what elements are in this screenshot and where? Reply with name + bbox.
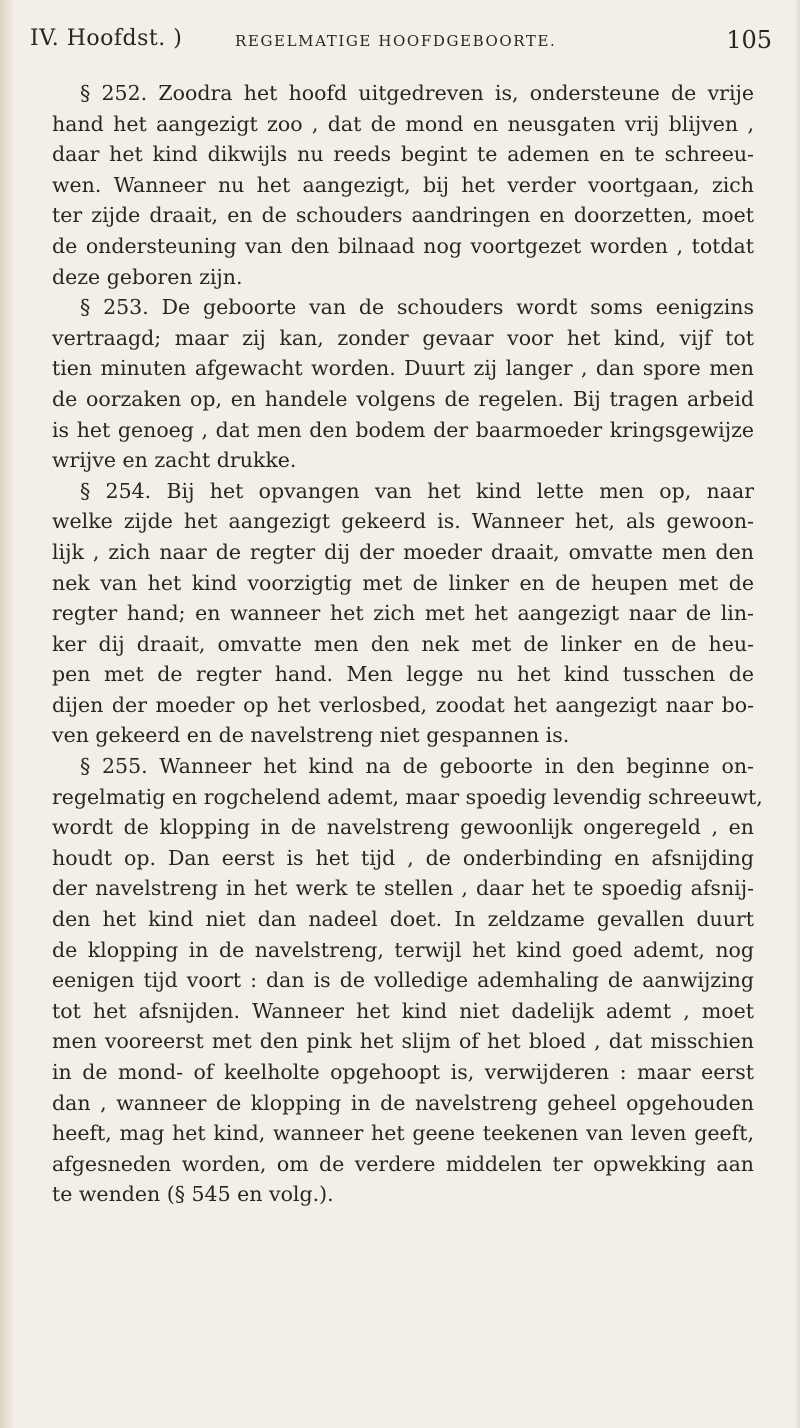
text-line: nek van het kind voorzigtig met de linker en de heupen met de bbox=[52, 570, 754, 595]
text-line: vertraagd; maar zij kan, zonder gevaar voor het kind, vijf tot bbox=[52, 325, 754, 350]
text-line: heeft, mag het kind, wanneer het geene teekenen van leven geeft, bbox=[52, 1121, 754, 1146]
page-edge-shadow-right bbox=[794, 0, 800, 1428]
text-line: hand het aangezigt zoo , dat de mond en neusgaten vrij blijven , bbox=[52, 111, 754, 136]
page-edge-shadow bbox=[0, 0, 14, 1428]
running-title: REGELMATIGE HOOFDGEBOORTE. bbox=[235, 32, 557, 50]
text-line: houdt op. Dan eerst is het tijd , de onderbinding en afsnijding bbox=[52, 845, 754, 870]
text-line: de oorzaken op, en handele volgens de regelen. Bij tragen arbeid bbox=[52, 386, 754, 411]
text-line: pen met de regter hand. Men legge nu het kind tusschen de bbox=[52, 662, 754, 687]
text-line: wen. Wanneer nu het aangezigt, bij het verder voortgaan, zich bbox=[52, 172, 754, 197]
paragraph bbox=[52, 751, 763, 1210]
text-line: § 254. Bij het opvangen van het kind lette men op, naar bbox=[80, 478, 754, 503]
text-line: deze geboren zijn. bbox=[52, 264, 243, 289]
text-line: regelmatig en rogchelend ademt, maar spoedig levendig schreeuwt, bbox=[52, 784, 763, 809]
text-line: § 255. Wanneer het kind na de geboorte in den beginne on- bbox=[80, 754, 754, 779]
text-line: welke zijde het aangezigt gekeerd is. Wanneer het, als gewoon- bbox=[52, 509, 754, 534]
text-line: § 253. De geboorte van de schouders wordt soms eenigzins bbox=[80, 295, 754, 320]
body-text bbox=[52, 78, 763, 1210]
paragraph bbox=[52, 78, 754, 292]
text-line: is het genoeg , dat men den bodem der baarmoeder kringsgewijze bbox=[52, 417, 754, 442]
text-line: dan , wanneer de klopping in de navelstreng geheel opgehouden bbox=[52, 1090, 754, 1115]
text-line: in de mond- of keelholte opgehoopt is, verwijderen : maar eerst bbox=[52, 1060, 754, 1084]
text-line: den het kind niet dan nadeel doet. In zeldzame gevallen duurt bbox=[52, 907, 754, 932]
text-line: dijen der moeder op het verlosbed, zoodat het aangezigt naar bo- bbox=[52, 692, 754, 717]
text-line: te wenden (§ 545 en volg.). bbox=[52, 1182, 334, 1207]
text-line: eenigen tijd voort : dan is de volledige ademhaling de aanwijzing bbox=[52, 968, 754, 993]
text-line: daar het kind dikwijls nu reeds begint te ademen en te schreeu- bbox=[52, 142, 754, 167]
text-line: regter hand; en wanneer het zich met het aangezigt naar de lin- bbox=[52, 601, 754, 626]
text-line: wrijve en zacht drukke. bbox=[52, 448, 297, 473]
text-line: tot het afsnijden. Wanneer het kind niet dadelijk ademt , moet bbox=[52, 998, 754, 1023]
text-line: ven gekeerd en de navelstreng niet gespannen is. bbox=[52, 723, 570, 748]
chapter-label: IV. Hoofdst. ) bbox=[30, 26, 183, 51]
paragraph bbox=[52, 292, 754, 476]
text-line: lijk , zich naar de regter dij der moeder draait, omvatte men den bbox=[52, 539, 754, 564]
text-line: ker dij draait, omvatte men den nek met de linker en de heu- bbox=[52, 631, 754, 656]
paragraph bbox=[52, 476, 754, 751]
text-line: afgesneden worden, om de verdere middelen ter opwekking aan bbox=[52, 1151, 754, 1176]
text-line: de ondersteuning van den bilnaad nog voortgezet worden , totdat bbox=[52, 233, 754, 258]
text-line: ter zijde draait, en de schouders aandringen en doorzetten, moet bbox=[52, 203, 754, 228]
text-line: der navelstreng in het werk te stellen , daar het te spoedig afsnij- bbox=[52, 876, 754, 901]
text-line: tien minuten afgewacht worden. Duurt zij langer , dan spore men bbox=[52, 356, 754, 381]
page-number: 105 bbox=[726, 26, 772, 54]
text-line: § 252. Zoodra het hoofd uitgedreven is, ondersteune de vrije bbox=[80, 81, 754, 105]
text-line: men vooreerst met den pink het slijm of het bloed , dat misschien bbox=[52, 1029, 754, 1054]
text-line: de klopping in de navelstreng, terwijl het kind goed ademt, nog bbox=[52, 937, 754, 962]
running-header bbox=[30, 26, 772, 62]
text-line: wordt de klopping in de navelstreng gewoonlijk ongeregeld , en bbox=[52, 815, 754, 840]
